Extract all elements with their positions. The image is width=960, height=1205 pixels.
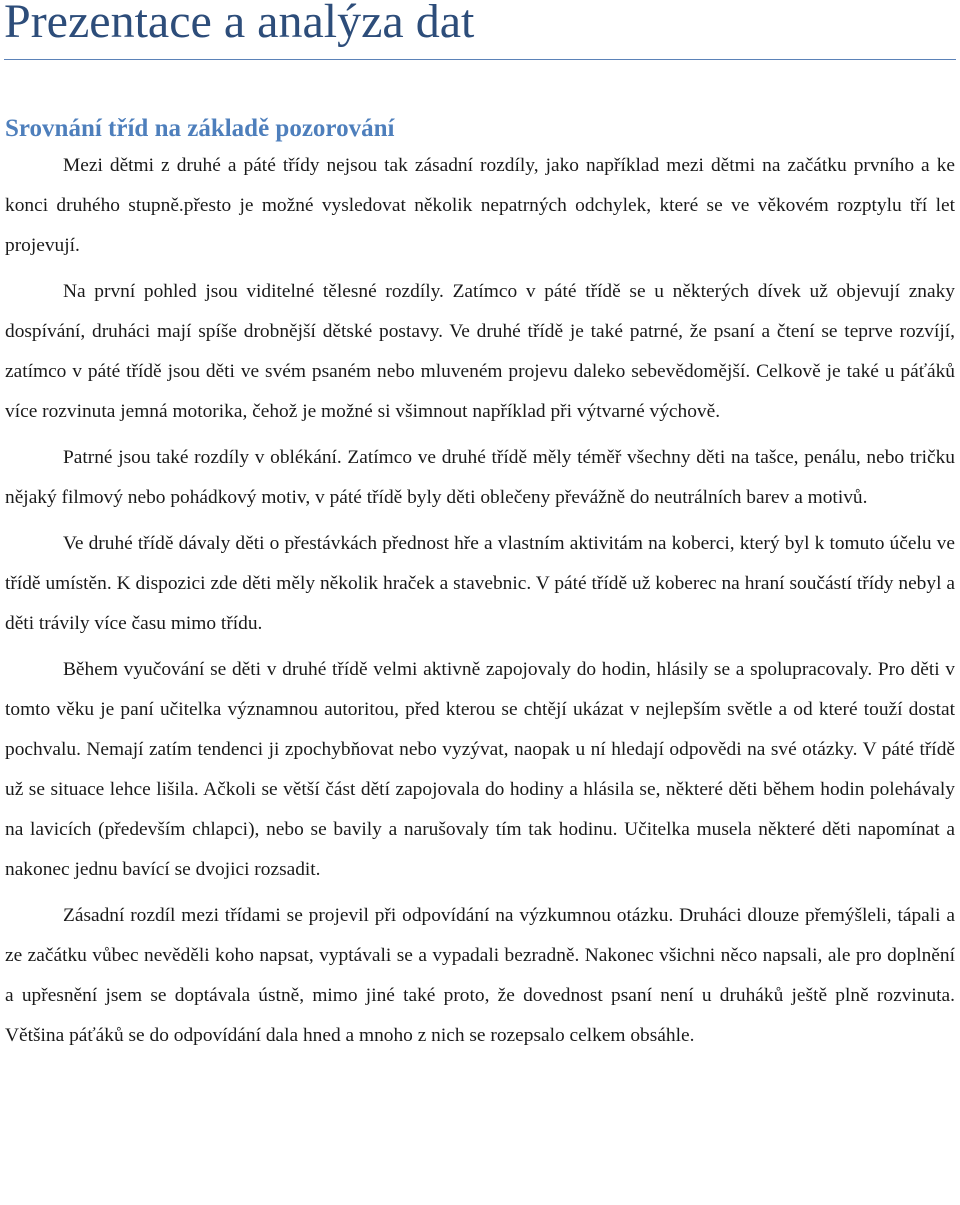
paragraph-breaks: Ve druhé třídě dávaly děti o přestávkách přednost hře a vlastním aktivitám na koberci, který byl k tomuto účelu ve třídě umístěn. K dispozici zde děti měly několik hraček a stavebnic. V páté třídě už koberec na hraní součástí třídy nebyl a děti trávily více času mimo třídu. — [5, 533, 955, 634]
title-underline-rule — [4, 59, 956, 60]
section-heading: Srovnání tříd na základě pozorování — [5, 115, 395, 142]
document-title: Prezentace a analýza dat — [4, 0, 475, 48]
paragraph-research-question: Zásadní rozdíl mezi třídami se projevil při odpovídání na výzkumnou otázku. Druháci dlouze přemýšleli, tápali a ze začátku vůbec nevěděli koho napsat, vyptávali se a vypadali bezradně. Nakonec všichni něco napsali, ale pro doplnění a upřesnění jsem se doptávala ústně, mimo jiné také proto, že dovednost psaní není u druháků ještě plně rozvinuta. Většina páťáků se do odpovídání dala hned a mnoho z nich se rozepsalo celkem obsáhle. — [5, 905, 955, 1046]
paragraph-clothing: Patrné jsou také rozdíly v oblékání. Zatímco ve druhé třídě měly téměř všechny děti na tašce, penálu, nebo tričku nějaký filmový nebo pohádkový motiv, v páté třídě byly děti oblečeny převážně do neutrálních barev a motivů. — [5, 447, 955, 508]
paragraph-lessons: Během vyučování se děti v druhé třídě velmi aktivně zapojovaly do hodin, hlásily se a spolupracovaly. Pro děti v tomto věku je paní učitelka významnou autoritou, před kterou se chtějí ukázat v nejlepším světle a od které touží dostat pochvalu. Nemají zatím tendenci ji zpochybňovat nebo vyzývat, naopak u ní hledají odpovědi na své otázky. V páté třídě už se situace lehce lišila. Ačkoli se větší část dětí zapojovala do hodiny a hlásila se, některé děti během hodin polehávaly na lavicích (především chlapci), nebo se bavily a narušovaly tím tak hodinu. Učitelka musela některé děti napomínat a nakonec jednu bavící se dvojici rozsadit. — [5, 659, 955, 880]
paragraph-intro: Mezi dětmi z druhé a páté třídy nejsou tak zásadní rozdíly, jako například mezi dětmi na začátku prvního a ke konci druhého stupně.přesto je možné vysledovat několik nepatrných odchylek, které se ve věkovém rozptylu tří let projevují. — [5, 155, 955, 256]
paragraph-physical-differences: Na první pohled jsou viditelné tělesné rozdíly. Zatímco v páté třídě se u některých dívek už objevují znaky dospívání, druháci mají spíše drobnější dětské postavy. Ve druhé třídě je také patrné, že psaní a čtení se teprve rozvíjí, zatímco v páté třídě jsou děti ve svém psaném nebo mluveném projevu daleko sebevědomější. Celkově je také u páťáků více rozvinuta jemná motorika, čehož je možné si všimnout například při výtvarné výchově. — [5, 281, 955, 422]
section-comparison — [5, 112, 955, 1062]
